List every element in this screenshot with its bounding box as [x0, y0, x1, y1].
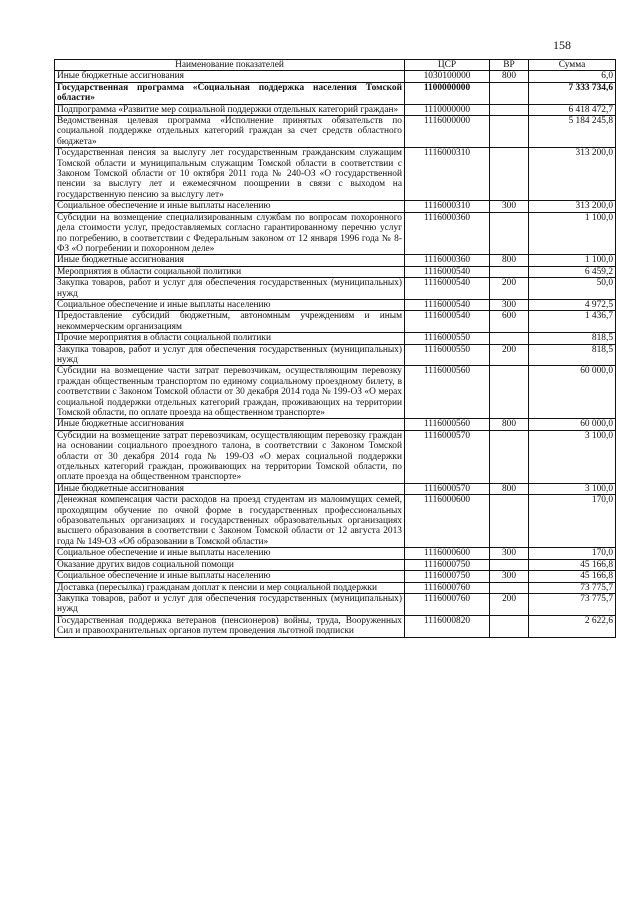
- row-vr-cell: 300: [490, 299, 529, 310]
- row-csr-cell: 1116000560: [405, 366, 490, 419]
- row-csr-cell: 1116000310: [405, 148, 490, 201]
- row-name-cell: Социальное обеспечение и иные выплаты населению: [55, 548, 405, 559]
- row-sum-cell: 313 200,0: [529, 201, 616, 212]
- row-csr-cell: 1116000540: [405, 278, 490, 300]
- table-row: [55, 266, 616, 277]
- table-row: [55, 299, 616, 310]
- row-name-cell: Иные бюджетные ассигнования: [55, 255, 405, 266]
- row-vr-cell: [490, 148, 529, 201]
- row-csr-cell: 1116000750: [405, 571, 490, 582]
- row-sum-cell: 2 622,6: [529, 615, 616, 637]
- row-csr-cell: 1116000540: [405, 299, 490, 310]
- header-sum: Сумма: [529, 60, 616, 71]
- table-row: [55, 419, 616, 430]
- row-csr-cell: 1116000540: [405, 311, 490, 333]
- row-name-cell: Закупка товаров, работ и услуг для обеспечения государственных (муниципальных) нужд: [55, 278, 405, 300]
- row-name-cell: Прочие мероприятия в области социальной политики: [55, 333, 405, 344]
- row-csr-cell: 1116000560: [405, 419, 490, 430]
- row-sum-cell: 45 166,8: [529, 559, 616, 570]
- row-vr-cell: [490, 495, 529, 548]
- row-name-cell: Оказание других видов социальной помощи: [55, 559, 405, 570]
- row-csr-cell: 1116000360: [405, 255, 490, 266]
- row-name-cell: Субсидии на возмещение части затрат перевозчикам, осуществляющим перевозку граждан общественным транспортом по единому социальному проездному билету, в соответствии с Законом Томской области от 30 декабря 2014 года № 199-ОЗ «О мерах социальной поддержки отдельных категорий граждан, проживающих на территории Томской области, по оплате проезда на общественном транспорте»: [55, 366, 405, 419]
- row-vr-cell: 800: [490, 419, 529, 430]
- row-name-cell: Иные бюджетные ассигнования: [55, 71, 405, 82]
- row-name-cell: Субсидии на возмещение специализированным службам по вопросам похоронного дела стоимости услуг, предоставляемых согласно гарантированному перечню услуг по погребению, в соответствии с Федеральным законом от 12 января 1996 года № 8-ФЗ «О погребении и похоронном деле»: [55, 212, 405, 255]
- row-vr-cell: [490, 430, 529, 483]
- row-name-cell: Государственная программа «Социальная поддержка населения Томской области»: [55, 82, 405, 104]
- row-csr-cell: 1116000600: [405, 548, 490, 559]
- row-name-cell: Социальное обеспечение и иные выплаты населению: [55, 299, 405, 310]
- table-row: [55, 311, 616, 333]
- row-name-cell: Социальное обеспечение и иные выплаты населению: [55, 201, 405, 212]
- row-csr-cell: 1116000570: [405, 483, 490, 494]
- row-vr-cell: [490, 333, 529, 344]
- table-row: [55, 344, 616, 366]
- row-sum-cell: 6,0: [529, 71, 616, 82]
- row-vr-cell: 800: [490, 255, 529, 266]
- row-vr-cell: 800: [490, 71, 529, 82]
- table-row: [55, 116, 616, 148]
- table-row: [55, 582, 616, 593]
- row-vr-cell: [490, 116, 529, 148]
- table-row: [55, 559, 616, 570]
- row-vr-cell: 600: [490, 311, 529, 333]
- table-row: [55, 430, 616, 483]
- row-csr-cell: 1116000000: [405, 116, 490, 148]
- row-name-cell: Закупка товаров, работ и услуг для обеспечения государственных (муниципальных) нужд: [55, 344, 405, 366]
- row-sum-cell: 3 100,0: [529, 483, 616, 494]
- row-csr-cell: 1116000360: [405, 212, 490, 255]
- row-sum-cell: 313 200,0: [529, 148, 616, 201]
- row-name-cell: Иные бюджетные ассигнования: [55, 419, 405, 430]
- row-csr-cell: 1116000820: [405, 615, 490, 637]
- header-name: Наименование показателей: [55, 60, 405, 71]
- row-vr-cell: [490, 582, 529, 593]
- row-vr-cell: [490, 266, 529, 277]
- row-vr-cell: 300: [490, 201, 529, 212]
- row-name-cell: Денежная компенсация части расходов на проезд студентам из малоимущих семей, проходящим обучение по очной форме в государственных профессиональных образовательных организациях и государственных образовательных организациях высшего образования в соответствии с Законом Томской области от 12 августа 2013 года № 149-ОЗ «Об образовании в Томской области»: [55, 495, 405, 548]
- row-sum-cell: 170,0: [529, 548, 616, 559]
- row-vr-cell: [490, 366, 529, 419]
- header-vr: ВР: [490, 60, 529, 71]
- table-header-row: [55, 60, 616, 71]
- row-sum-cell: 60 000,0: [529, 419, 616, 430]
- row-vr-cell: 200: [490, 344, 529, 366]
- row-vr-cell: [490, 82, 529, 104]
- table-row: [55, 71, 616, 82]
- header-csr: ЦСР: [405, 60, 490, 71]
- row-vr-cell: [490, 212, 529, 255]
- table-row: [55, 333, 616, 344]
- page-number: 158: [553, 38, 571, 52]
- row-csr-cell: 1116000600: [405, 495, 490, 548]
- row-vr-cell: 200: [490, 278, 529, 300]
- row-vr-cell: [490, 104, 529, 115]
- row-name-cell: Доставка (пересылка) гражданам доплат к пенсии и мер социальной поддержки: [55, 582, 405, 593]
- row-sum-cell: 1 100,0: [529, 212, 616, 255]
- row-csr-cell: 1116000760: [405, 582, 490, 593]
- row-name-cell: Субсидии на возмещение затрат перевозчикам, осуществляющим перевозку граждан на основании социального проездного талона, в соответствии с Законом Томской области от 30 декабря 2014 года № 199-ОЗ «О мерах социальной поддержки отдельных категорий граждан, проживающих на территории Томской области, по оплате проезда на общественном транспорте»: [55, 430, 405, 483]
- row-vr-cell: 200: [490, 593, 529, 615]
- row-sum-cell: 4 972,5: [529, 299, 616, 310]
- table-row: [55, 278, 616, 300]
- row-sum-cell: 3 100,0: [529, 430, 616, 483]
- row-vr-cell: 300: [490, 548, 529, 559]
- row-csr-cell: 1110000000: [405, 104, 490, 115]
- row-vr-cell: [490, 615, 529, 637]
- row-name-cell: Государственная пенсия за выслугу лет государственным гражданским служащим Томской области и муниципальным служащим Томской области в соответствии с Законом Томской области от 10 октября 2011 года № 240-ОЗ «О государственной пенсии за выслугу лет и ежемесячном поощрении в связи с выходом на государственную пенсию за выслугу лет»: [55, 148, 405, 201]
- table-row: [55, 593, 616, 615]
- row-csr-cell: 1100000000: [405, 82, 490, 104]
- row-sum-cell: 818,5: [529, 344, 616, 366]
- row-csr-cell: 1116000310: [405, 201, 490, 212]
- table-row: [55, 615, 616, 637]
- row-name-cell: Государственная поддержка ветеранов (пенсионеров) войны, труда, Вооруженных Сил и правоохранительных органов путем проведения льготной подписки: [55, 615, 405, 637]
- table-row: [55, 148, 616, 201]
- row-name-cell: Мероприятия в области социальной политики: [55, 266, 405, 277]
- row-sum-cell: 1 436,7: [529, 311, 616, 333]
- row-sum-cell: 7 333 734,6: [529, 82, 616, 104]
- table-row: [55, 483, 616, 494]
- row-sum-cell: 73 775,7: [529, 582, 616, 593]
- row-sum-cell: 45 166,8: [529, 571, 616, 582]
- row-csr-cell: 1116000570: [405, 430, 490, 483]
- row-sum-cell: 818,5: [529, 333, 616, 344]
- table-body: [55, 71, 616, 637]
- table-row: [55, 255, 616, 266]
- row-csr-cell: 1116000550: [405, 333, 490, 344]
- row-vr-cell: 800: [490, 483, 529, 494]
- table-row: [55, 571, 616, 582]
- table-row: [55, 366, 616, 419]
- row-csr-cell: 1116000750: [405, 559, 490, 570]
- table-row: [55, 201, 616, 212]
- table-row: [55, 548, 616, 559]
- row-sum-cell: 170,0: [529, 495, 616, 548]
- table-row: [55, 212, 616, 255]
- table-row: [55, 82, 616, 104]
- row-vr-cell: [490, 559, 529, 570]
- row-sum-cell: 6 459,2: [529, 266, 616, 277]
- row-sum-cell: 50,0: [529, 278, 616, 300]
- row-name-cell: Подпрограмма «Развитие мер социальной поддержки отдельных категорий граждан»: [55, 104, 405, 115]
- row-name-cell: Иные бюджетные ассигнования: [55, 483, 405, 494]
- row-name-cell: Ведомственная целевая программа «Исполнение принятых обязательств по социальной поддержке отдельных категорий граждан за счет средств областного бюджета»: [55, 116, 405, 148]
- row-sum-cell: 60 000,0: [529, 366, 616, 419]
- row-csr-cell: 1116000540: [405, 266, 490, 277]
- row-csr-cell: 1030100000: [405, 71, 490, 82]
- row-sum-cell: 5 184 245,8: [529, 116, 616, 148]
- row-name-cell: Предоставление субсидий бюджетным, автономным учреждениям и иным некоммерческим организациям: [55, 311, 405, 333]
- row-name-cell: Социальное обеспечение и иные выплаты населению: [55, 571, 405, 582]
- table-row: [55, 104, 616, 115]
- row-name-cell: Закупка товаров, работ и услуг для обеспечения государственных (муниципальных) нужд: [55, 593, 405, 615]
- row-vr-cell: 300: [490, 571, 529, 582]
- row-sum-cell: 73 775,7: [529, 593, 616, 615]
- row-sum-cell: 6 418 472,7: [529, 104, 616, 115]
- row-csr-cell: 1116000760: [405, 593, 490, 615]
- row-sum-cell: 1 100,0: [529, 255, 616, 266]
- budget-table: [54, 59, 616, 638]
- table-row: [55, 495, 616, 548]
- row-csr-cell: 1116000550: [405, 344, 490, 366]
